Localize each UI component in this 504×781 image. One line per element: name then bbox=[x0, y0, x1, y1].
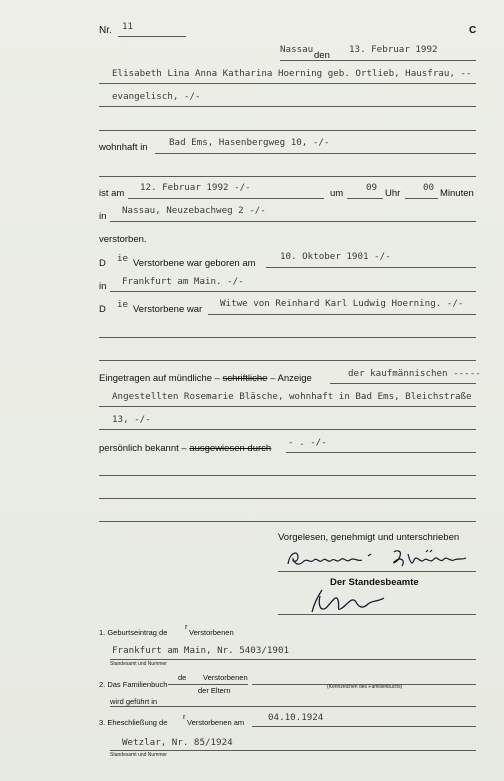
family-book-bottom: der Eltern bbox=[198, 686, 231, 695]
rule bbox=[99, 337, 476, 338]
rule bbox=[128, 198, 324, 199]
rule bbox=[99, 360, 476, 361]
entry-number: 11 bbox=[122, 21, 134, 32]
family-book-sub: wird geführt in bbox=[110, 697, 158, 706]
rule bbox=[99, 176, 476, 177]
marriage-label: 3. Eheschließung de bbox=[99, 718, 168, 727]
rule bbox=[252, 726, 476, 727]
birth-entry-value: Frankfurt am Main, Nr. 5403/1901 bbox=[112, 645, 290, 656]
verstorben-text: verstorben. bbox=[99, 234, 147, 245]
marriage-tail: Verstorbenen am bbox=[187, 718, 245, 727]
rule bbox=[286, 452, 476, 453]
identity-value: - . -/- bbox=[288, 437, 327, 448]
marriage-value: Wetzlar, Nr. 85/1924 bbox=[122, 737, 233, 748]
rule bbox=[99, 406, 476, 407]
marriage-insert: r bbox=[183, 712, 186, 721]
signer-signature bbox=[284, 546, 474, 572]
corner-letter: C bbox=[469, 25, 477, 36]
rule bbox=[99, 130, 476, 131]
report-label-struck: schriftliche bbox=[222, 373, 268, 384]
rule bbox=[330, 383, 476, 384]
reporter-line-3: 13, -/- bbox=[112, 414, 151, 425]
identity-label bbox=[99, 443, 271, 454]
marital-insert: ie bbox=[117, 299, 129, 310]
registry-place: Nassau bbox=[280, 44, 314, 55]
rule bbox=[266, 267, 476, 268]
report-label-start: Eingetragen auf mündliche – bbox=[99, 373, 223, 384]
death-date: 12. Februar 1992 -/- bbox=[140, 182, 251, 193]
death-in-label: in bbox=[99, 211, 107, 222]
rule bbox=[99, 498, 476, 499]
report-label-end: – Anzeige bbox=[267, 373, 312, 384]
rule bbox=[278, 614, 476, 615]
family-book-label: 2. Das Familienbuch bbox=[99, 680, 168, 689]
identity-start: persönlich bekannt – bbox=[99, 443, 190, 454]
reporter-line-1: der kaufmännischen ----- bbox=[348, 368, 481, 379]
read-approved-line: Vorgelesen, genehmigt und unterschrieben bbox=[278, 532, 460, 543]
registrar-label: Der Standesbeamte bbox=[330, 577, 419, 588]
death-hour: 09 bbox=[366, 182, 378, 193]
rule bbox=[99, 429, 476, 430]
residence-value: Bad Ems, Hasenbergweg 10, -/- bbox=[169, 137, 330, 148]
report-label bbox=[99, 373, 312, 384]
rule bbox=[99, 106, 476, 107]
rule bbox=[155, 153, 476, 154]
residence-label: wohnhaft in bbox=[99, 142, 148, 153]
family-book-de: de bbox=[178, 673, 187, 682]
ist-am-label: ist am bbox=[99, 188, 125, 199]
rule bbox=[110, 706, 476, 707]
rule bbox=[208, 314, 476, 315]
birth-entry-insert: r bbox=[185, 622, 188, 631]
date-rule bbox=[280, 60, 476, 61]
religion-line: evangelisch, -/- bbox=[112, 91, 201, 102]
birth-date: 10. Oktober 1901 -/- bbox=[280, 251, 391, 262]
rule bbox=[110, 750, 476, 751]
rule bbox=[110, 221, 476, 222]
rule bbox=[168, 684, 248, 685]
birth-entry-sub: Standesamt und Nummer bbox=[110, 661, 167, 667]
death-place: Nassau, Neuzebachweg 2 -/- bbox=[122, 205, 266, 216]
rule bbox=[405, 198, 438, 199]
registry-date: 13. Februar 1992 bbox=[349, 44, 438, 55]
rule bbox=[110, 659, 476, 660]
rule bbox=[99, 521, 476, 522]
rule bbox=[347, 198, 383, 199]
identity-struck: ausgewiesen durch bbox=[189, 443, 272, 454]
birth-prefix: D bbox=[99, 258, 106, 269]
birth-entry-label: 1. Geburtseintrag de bbox=[99, 628, 168, 637]
marriage-date: 04.10.1924 bbox=[268, 712, 324, 723]
uhr-label: Uhr bbox=[385, 188, 401, 199]
marital-value: Witwe von Reinhard Karl Ludwig Hoerning. -/- bbox=[220, 298, 464, 309]
name-line: Elisabeth Lina Anna Katharina Hoerning geb. Ortlieb, Hausfrau, -- bbox=[112, 68, 472, 79]
birth-entry-tail: Verstorbenen bbox=[189, 628, 234, 637]
birth-insert: ie bbox=[117, 253, 129, 264]
birth-label: Verstorbene war geboren am bbox=[133, 258, 256, 269]
marital-label: Verstorbene war bbox=[133, 304, 203, 315]
rule bbox=[110, 291, 476, 292]
den-label: den bbox=[314, 50, 330, 61]
marital-prefix: D bbox=[99, 304, 106, 315]
marriage-sub: Standesamt und Nummer bbox=[110, 752, 167, 758]
birth-in-label: in bbox=[99, 281, 107, 292]
birth-place: Frankfurt am Main. -/- bbox=[122, 276, 244, 287]
registrar-signature bbox=[308, 586, 388, 616]
nr-rule bbox=[118, 36, 186, 37]
death-minutes: 00 bbox=[423, 182, 435, 193]
um-label: um bbox=[330, 188, 344, 199]
rule bbox=[99, 83, 476, 84]
family-book-top: Verstorbenen bbox=[203, 673, 248, 682]
reporter-line-2: Angestellten Rosemarie Bläsche, wohnhaft in Bad Ems, Bleichstraße bbox=[112, 391, 472, 402]
rule bbox=[99, 475, 476, 476]
family-book-kennz: (Kennzeichen des Familienbuchs) bbox=[327, 684, 403, 690]
nr-label: Nr. bbox=[99, 25, 112, 36]
minuten-label: Minuten bbox=[440, 188, 474, 199]
rule bbox=[278, 571, 476, 572]
